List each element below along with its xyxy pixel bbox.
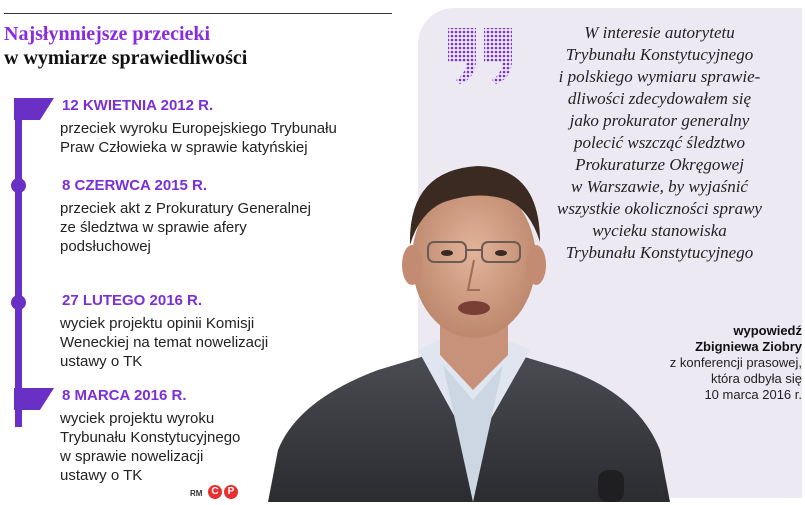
entry-date: 12 KWIETNIA 2012 R.	[62, 97, 214, 114]
quote-line: w Warszawie, by wyjaśnić	[571, 177, 748, 196]
quote-attribution	[617, 323, 802, 403]
portrait-photo	[268, 150, 670, 502]
entry-line: w sprawie nowelizacji	[60, 448, 204, 465]
attribution-context: z konferencji prasowej,	[669, 355, 802, 370]
quote-line: W interesie autorytetu	[584, 23, 735, 42]
copyright-logo-p: P	[224, 485, 238, 499]
timeline-marker-2	[14, 388, 54, 410]
copyright-logo-c: C	[208, 485, 222, 499]
quote-line: Prokuraturze Okręgowej	[575, 155, 744, 174]
entry-date: 27 LUTEGO 2016 R.	[62, 292, 203, 309]
quote-line: Trybunału Konstytucyjnego	[565, 45, 754, 64]
graphic-credit: RM	[190, 489, 203, 498]
timeline-dot-2	[11, 295, 26, 310]
timeline-line	[15, 102, 22, 427]
top-rule	[4, 13, 392, 14]
attribution-context: 10 marca 2016 r.	[704, 387, 802, 402]
entry-line: podsłuchowej	[60, 238, 151, 255]
attribution-label: wypowiedź	[733, 323, 802, 338]
entry-line: Trybunału Konstytucyjnego	[60, 429, 241, 446]
entry-line: ustawy o TK	[60, 467, 143, 484]
timeline-marker-1	[14, 98, 54, 120]
entry-line: Praw Człowieka w sprawie katyńskiej	[60, 139, 308, 156]
attribution-name: Zbigniewa Ziobry	[695, 339, 802, 354]
quote-line: wycieku stanowiska	[592, 221, 727, 240]
entry-line: ustawy o TK	[60, 353, 143, 370]
quote-line: dliwości zdecydowałem się	[567, 89, 752, 108]
attribution-context: która odbyła się	[710, 371, 802, 386]
entry-line: Weneckiej na temat nowelizacji	[60, 334, 269, 351]
timeline-dot-1	[11, 178, 26, 193]
entry-date: 8 CZERWCA 2015 R.	[62, 177, 208, 194]
quote-marks-icon	[446, 26, 516, 86]
entry-line: przeciek wyroku Europejskiego Trybunału	[60, 120, 337, 137]
entry-line: wyciek projektu opinii Komisji	[60, 315, 255, 332]
quote-line: wszystkie okoliczności sprawy	[557, 199, 762, 218]
quote-line: i polskiego wymiaru sprawie-	[558, 67, 761, 86]
quote-line: Trybunału Konstytucyjnego	[565, 243, 754, 262]
quote-line: jako prokurator generalny	[569, 111, 750, 130]
entry-date: 8 MARCA 2016 R.	[62, 387, 187, 404]
entry-line: wyciek projektu wyroku	[60, 410, 215, 427]
timeline-entry	[60, 97, 380, 157]
entry-line: przeciek akt z Prokuratury Generalnej	[60, 200, 311, 217]
title-line-2: w wymiarze sprawiedliwości	[4, 47, 248, 69]
quote-line: polecić wszcząć śledztwo	[574, 133, 745, 152]
photo-credit: PE	[659, 486, 667, 497]
title-line-1: Najsłynniejsze przecieki	[4, 23, 211, 45]
entry-line: ze śledztwa w sprawie afery	[60, 219, 247, 236]
infographic-title	[4, 22, 384, 70]
